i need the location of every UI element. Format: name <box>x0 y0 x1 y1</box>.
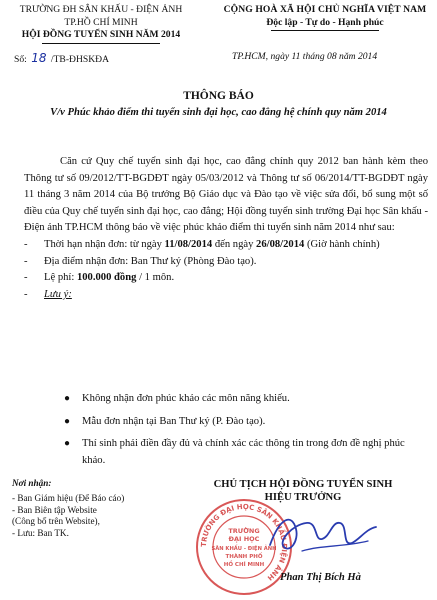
stamp-line: SÂN KHẤU - ĐIỆN ẢNH <box>211 546 277 552</box>
stamp-line: THÀNH PHỐ <box>225 554 263 560</box>
national-motto: Độc lập - Tự do - Hạnh phúc <box>266 16 384 28</box>
recipient-line: - Ban Giám hiệu (Để Báo cáo) <box>12 493 125 504</box>
item-note-heading <box>24 287 428 304</box>
stamp-line: HỒ CHÍ MINH <box>223 562 265 568</box>
council-name: HỘI ĐỒNG TUYỂN SINH NĂM 2014 <box>21 29 181 40</box>
item-fee <box>24 270 428 287</box>
recipient-line: (Công bố trên Website), <box>12 516 100 527</box>
signer-title-2: HIỆU TRƯỞNG <box>264 491 342 503</box>
fee-suffix: / 1 môn. <box>136 272 175 284</box>
location-text: Địa điểm nhận đơn: Ban Thư ký (Phòng Đào tạo). <box>44 255 257 267</box>
org-line-2: TP.HỒ CHÍ MINH <box>64 16 138 28</box>
document-body <box>24 154 428 303</box>
issue-date: TP.HCM, ngày 11 tháng 08 năm 2014 <box>232 51 378 62</box>
bullet-icon: ● <box>64 393 71 404</box>
deadline-mid: đến ngày <box>212 238 257 250</box>
list-item <box>62 414 424 431</box>
nation-name: CỘNG HOÀ XÃ HỘI CHỦ NGHĨA VIỆT NAM <box>223 4 427 15</box>
bullet-icon: ● <box>64 438 71 450</box>
document-number <box>14 51 109 65</box>
list-item <box>62 436 424 469</box>
note-text: Thí sinh phải điền đầy đủ và chính xác các thông tin trong đơn đề nghị phúc khảo. <box>82 438 405 466</box>
dash-marker: - <box>24 288 28 300</box>
deadline-prefix: Thời hạn nhận đơn: từ ngày <box>44 238 165 250</box>
signer-title-1: CHỦ TỊCH HỘI ĐỒNG TUYỂN SINH <box>213 479 393 490</box>
dash-marker: - <box>24 238 28 250</box>
fee-prefix: Lệ phí: <box>44 272 77 284</box>
bullet-icon: ● <box>64 415 71 427</box>
handwritten-signature-icon <box>262 507 382 567</box>
recipient-line: - Ban Biên tập Website <box>12 504 97 515</box>
recipients-block <box>12 478 162 539</box>
note-heading: Lưu ý: <box>44 288 72 300</box>
document-subject: V/v Phúc khảo điểm thi tuyển sinh đại học, cao đẳng hệ chính quy năm 2014 <box>50 107 387 118</box>
header-underline-left <box>42 43 160 44</box>
stamp-outer-text: TRƯỜNG ĐẠI HỌC SÂN KHẤU ĐIỆN ẢNH <box>199 502 289 582</box>
note-text: Không nhận đơn phúc khảo các môn năng khiếu. <box>82 393 290 404</box>
deadline-end: 26/08/2014 <box>256 238 305 250</box>
so-suffix: /TB-ĐHSKĐA <box>50 54 110 65</box>
notes-list <box>62 391 424 475</box>
deadline-start: 11/08/2014 <box>164 238 213 250</box>
note-text: Mẫu đơn nhận tại Ban Thư ký (P. Đào tạo). <box>82 415 266 427</box>
org-line-1: TRƯỜNG ĐH SÂN KHẤU - ĐIỆN ẢNH <box>19 4 183 15</box>
intro-paragraph: Căn cứ Quy chế tuyển sinh đại học, cao đẳng chính quy 2012 ban hành kèm theo Thông tư số 09/2012/TT-BGDĐT ngày 05/03/2012 và Thông tư số 06/2014/TT-BGDĐT ngày 11 tháng 3 năm 2014 của Bộ trưởng Bộ Giáo dục và Đào tạo về việc sửa đổi, bổ sung một số điều của Quy chế tuyển sinh đại học, cao đẳng; Hội đồng tuyển sinh trường Đại học Sân khấu - Điện ảnh TP.HCM thông báo về việc phúc khảo điểm thi tuyển sinh năm 2014 như sau: <box>24 156 428 234</box>
item-location <box>24 254 428 271</box>
signer-name: Phan Thị Bích Hà <box>280 572 361 583</box>
fee-amount: 100.000 đồng <box>76 272 137 284</box>
document-title: THÔNG BÁO <box>183 90 254 102</box>
so-label: Số: <box>14 54 27 65</box>
issuer-header <box>6 4 196 44</box>
national-header <box>218 4 432 31</box>
recipients-label: Nơi nhận: <box>12 478 52 488</box>
item-deadline <box>24 237 428 254</box>
stamp-line: TRƯỜNG <box>228 527 260 535</box>
dash-marker: - <box>24 255 28 267</box>
stamp-line: ĐẠI HỌC <box>228 535 260 543</box>
deadline-suffix: (Giờ hành chính) <box>304 238 380 250</box>
so-number-handwritten: 18 <box>31 51 47 65</box>
dash-marker: - <box>24 272 28 284</box>
header-underline-right <box>271 30 379 31</box>
recipient-line: - Lưu: Ban TK. <box>12 527 69 538</box>
list-item <box>62 391 424 408</box>
